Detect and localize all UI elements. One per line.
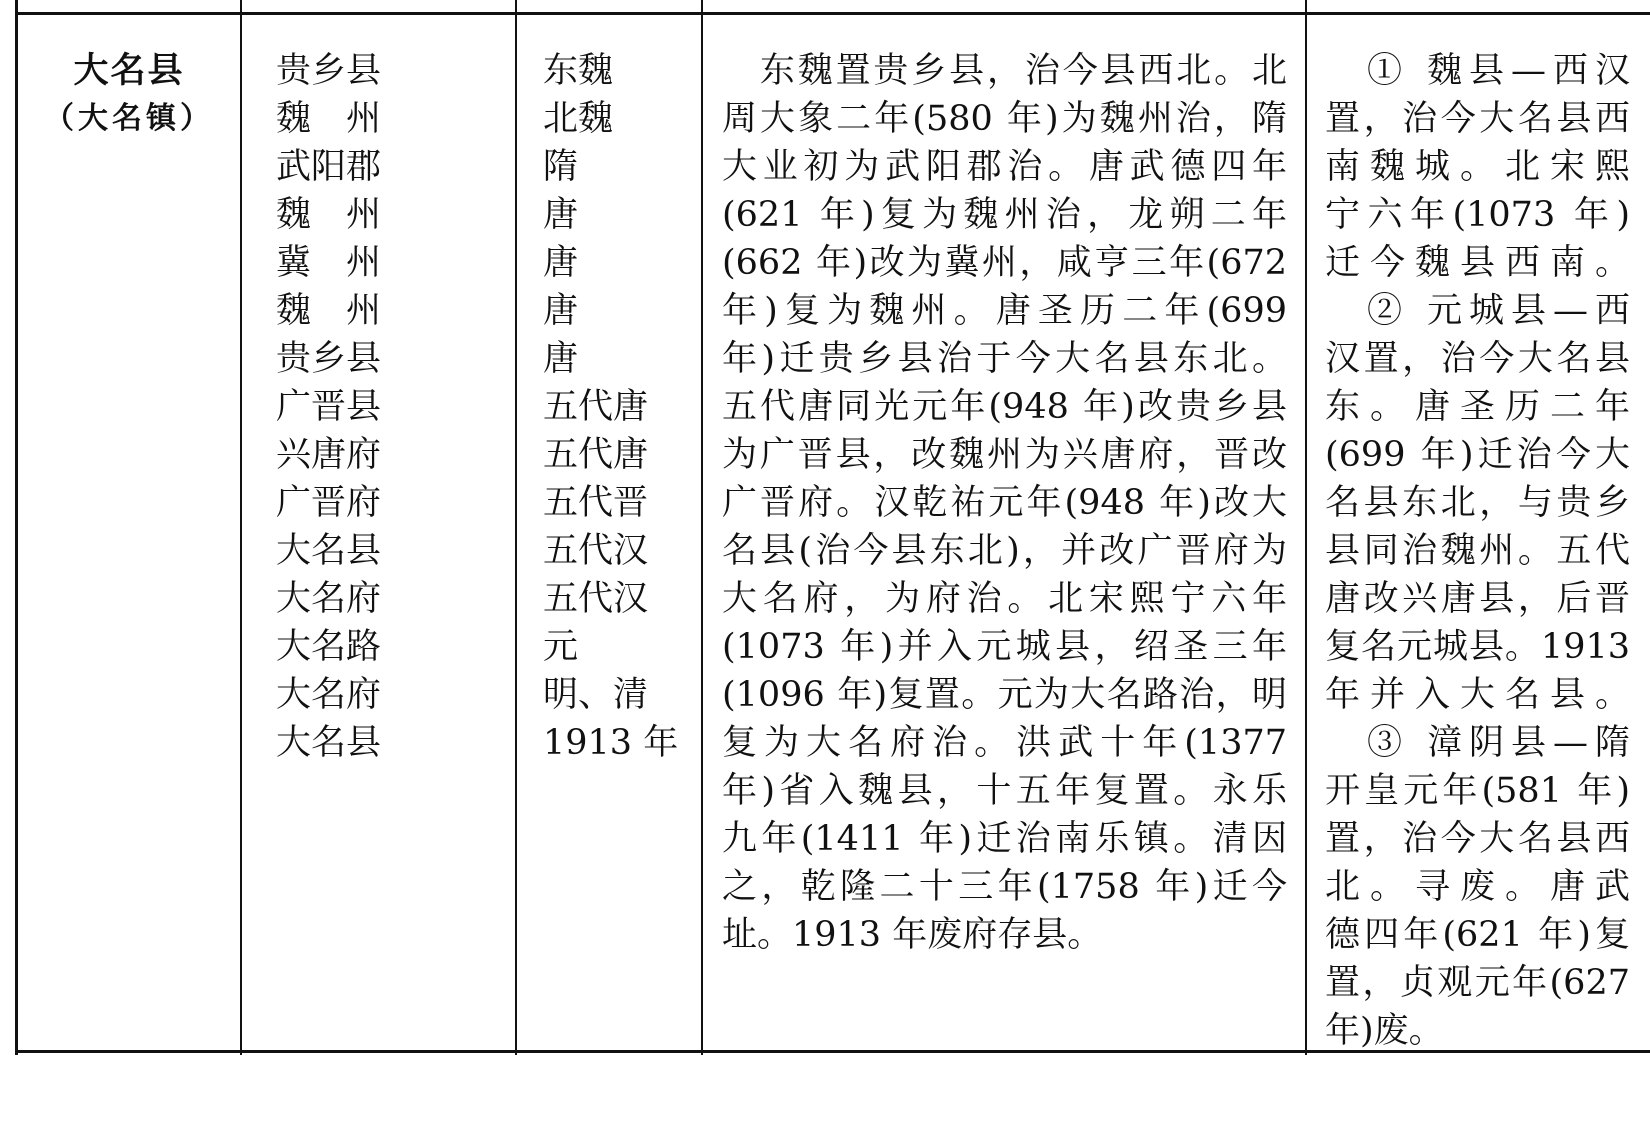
dynasty: 明、清 — [543, 675, 649, 715]
note-text-line: 置，贞观元年(627 — [1325, 963, 1630, 1003]
table-left-border — [15, 0, 18, 1055]
historical-name: 兴唐府 — [276, 435, 382, 475]
history-text-line: 九年(1411 年)迁治南乐镇。清因 — [722, 819, 1287, 859]
history-text-line: 复为大名府治。洪武十年(1377 — [722, 723, 1287, 763]
note-text-line: 年并入大名县。 — [1325, 675, 1630, 715]
history-text-line: (1073 年)并入元城县，绍圣三年 — [722, 627, 1287, 667]
dynasty: 五代汉 — [543, 579, 649, 619]
historical-name: 大名府 — [276, 675, 382, 715]
column-divider-1 — [240, 0, 242, 1055]
history-text-line: 广晋府。汉乾祐元年(948 年)改大 — [722, 483, 1287, 523]
note-text-line: ③ 漳阴县—隋 — [1325, 723, 1630, 763]
note-text-line: ① 魏县—西汉 — [1325, 51, 1630, 91]
dynasty: 唐 — [543, 291, 579, 331]
dynasty: 1913 年 — [543, 723, 679, 763]
note-text-line: ② 元城县—西 — [1325, 291, 1630, 331]
historical-name: 魏 州 — [276, 291, 382, 331]
note-text-line: 县同治魏州。五代 — [1325, 531, 1630, 571]
note-text-line: 年)废。 — [1325, 1011, 1444, 1051]
historical-name: 广晋县 — [276, 387, 382, 427]
note-text-line: 北。寻废。唐武 — [1325, 867, 1630, 907]
column-divider-2 — [515, 0, 517, 1055]
historical-name: 贵乡县 — [276, 51, 382, 91]
history-text-line: 之，乾隆二十三年(1758 年)迁今 — [722, 867, 1287, 907]
historical-name: 魏 州 — [276, 195, 382, 235]
history-text-line: (621 年)复为魏州治，龙朔二年 — [722, 195, 1287, 235]
history-text-line: 周大象二年(580 年)为魏州治，隋 — [722, 99, 1287, 139]
dynasty: 五代汉 — [543, 531, 649, 571]
dynasty: 五代晋 — [543, 483, 649, 523]
history-text-line: 年)迁贵乡县治于今大名县东北。 — [722, 339, 1287, 379]
note-text-line: 东。唐圣历二年 — [1325, 387, 1630, 427]
note-text-line: 复名元城县。1913 — [1325, 627, 1630, 667]
history-description-cell — [722, 47, 1287, 959]
history-text-line: 大名府，为府治。北宋熙宁六年 — [722, 579, 1287, 619]
note-text-line: 置，治今大名县西 — [1325, 819, 1630, 859]
history-text-line: 为广晋县，改魏州为兴唐府，晋改 — [722, 435, 1287, 475]
dynasty: 唐 — [543, 243, 579, 283]
dynasties-cell — [543, 47, 693, 767]
note-text-line: 名县东北，与贵乡 — [1325, 483, 1630, 523]
dynasty: 隋 — [543, 147, 579, 187]
note-text-line: (699 年)迁治今大 — [1325, 435, 1630, 475]
table-top-rule — [15, 12, 1650, 15]
note-text-line: 德四年(621 年)复 — [1325, 915, 1630, 955]
note-text-line: 置，治今大名县西 — [1325, 99, 1630, 139]
historical-name: 魏 州 — [276, 99, 382, 139]
history-text-line: 东魏置贵乡县，治今县西北。北 — [722, 51, 1287, 91]
note-text-line: 开皇元年(581 年) — [1325, 771, 1630, 811]
history-text-line: 年)省入魏县，十五年复置。永乐 — [722, 771, 1287, 811]
dynasty: 五代唐 — [543, 435, 649, 475]
note-text-line: 汉置，治今大名县 — [1325, 339, 1630, 379]
history-text-line: 年)复为魏州。唐圣历二年(699 — [722, 291, 1287, 331]
county-note: （大名镇） — [44, 101, 214, 136]
dynasty: 北魏 — [543, 99, 614, 139]
historical-name: 大名县 — [276, 723, 382, 763]
history-text-line: (1096 年)复置。元为大名路治，明 — [722, 675, 1287, 715]
county-name: 大名县 — [73, 51, 185, 91]
dynasty: 东魏 — [543, 51, 614, 91]
historical-name: 大名路 — [276, 627, 382, 667]
county-cell — [18, 47, 240, 143]
historical-name: 冀 州 — [276, 243, 382, 283]
historical-name: 大名县 — [276, 531, 382, 571]
history-text-line: (662 年)改为冀州，咸亨三年(672 — [722, 243, 1287, 283]
history-text-line: 五代唐同光元年(948 年)改贵乡县 — [722, 387, 1287, 427]
historical-name: 大名府 — [276, 579, 382, 619]
history-text-line: 名县(治今县东北)，并改广晋府为 — [722, 531, 1287, 571]
historical-name: 广晋府 — [276, 483, 382, 523]
dynasty: 唐 — [543, 195, 579, 235]
notes-cell — [1325, 47, 1630, 1055]
dynasty: 唐 — [543, 339, 579, 379]
note-text-line: 宁六年(1073 年) — [1325, 195, 1630, 235]
dynasty: 元 — [543, 627, 579, 667]
note-text-line: 迁今魏县西南。 — [1325, 243, 1630, 283]
historical-name: 贵乡县 — [276, 339, 382, 379]
historical-name: 武阳郡 — [276, 147, 382, 187]
note-text-line: 南魏城。北宋熙 — [1325, 147, 1630, 187]
column-divider-3 — [701, 0, 703, 1055]
dynasty: 五代唐 — [543, 387, 649, 427]
history-text-line: 址。1913 年废府存县。 — [722, 915, 1103, 955]
column-divider-4 — [1305, 0, 1307, 1055]
historical-names-cell — [276, 47, 496, 767]
note-text-line: 唐改兴唐县，后晋 — [1325, 579, 1630, 619]
history-text-line: 大业初为武阳郡治。唐武德四年 — [722, 147, 1287, 187]
